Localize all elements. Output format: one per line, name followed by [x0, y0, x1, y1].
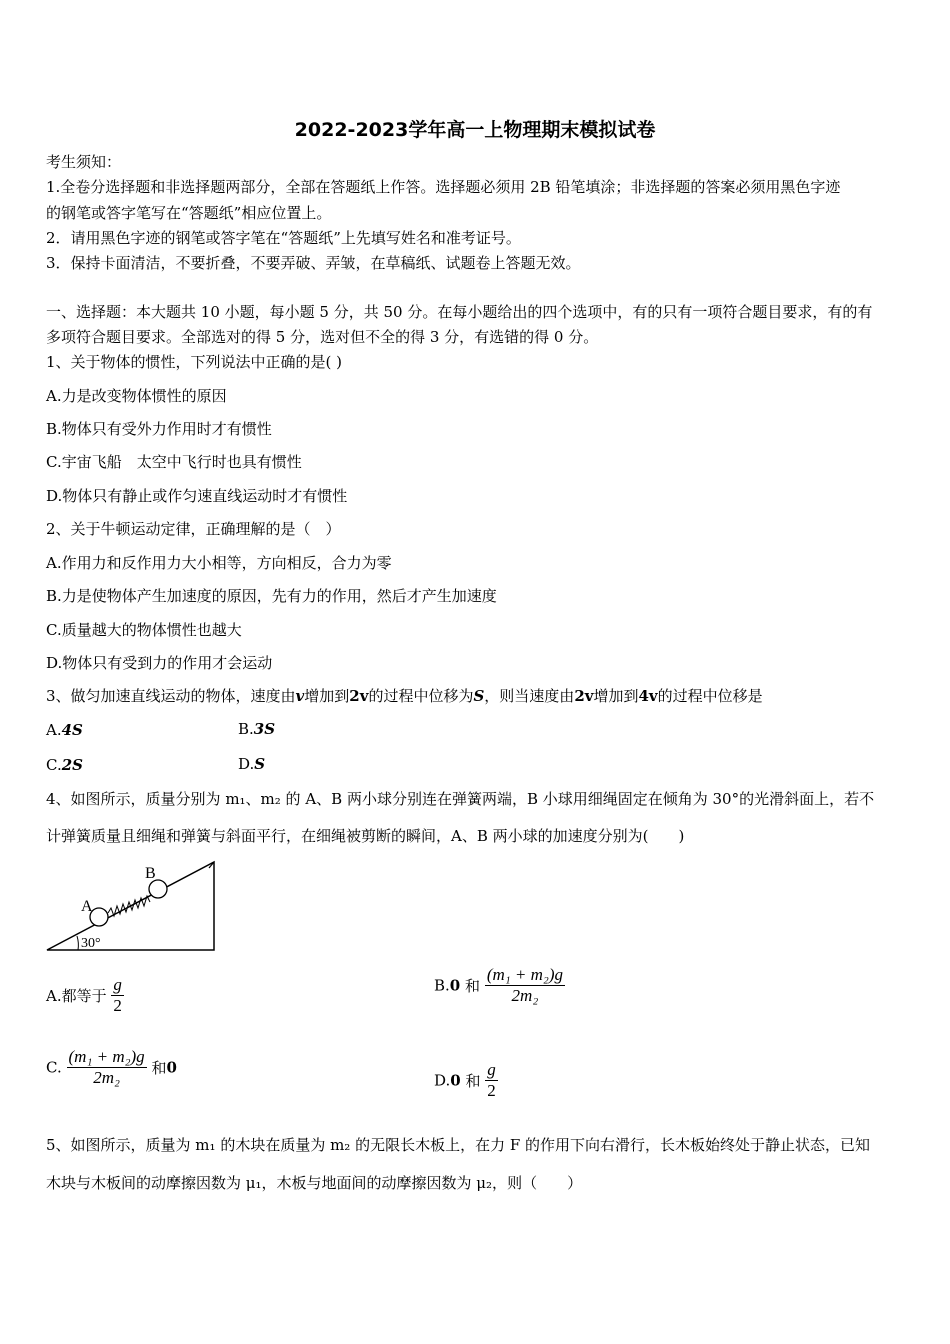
q2-stem: 2、关于牛顿运动定律，正确理解的是（ ）: [46, 520, 341, 538]
notice-item-3: 3．保持卡面清洁，不要折叠，不要弄破、弄皱，在草稿纸、试题卷上答题无效。: [46, 254, 581, 272]
q3-option-c: C.2S: [46, 756, 83, 774]
q2-option-b: B.力是使物体产生加速度的原因，先有力的作用，然后才产生加速度: [46, 587, 497, 605]
label-angle: 30°: [81, 936, 101, 951]
q4-option-a: A.都等于 $\frac{g}{2}$: [46, 975, 122, 1015]
q2-option-c: C.质量越大的物体惯性也越大: [46, 621, 242, 639]
q5-stem-1: 5、如图所示，质量为 m₁ 的木块在质量为 m₂ 的无限长木板上，在力 F 的作用下向右滑行，长木板始终处于静止状态，已知: [46, 1136, 871, 1154]
q1-option-d: D.物体只有静止或作匀速直线运动时才有惯性: [46, 487, 348, 505]
notice-heading: 考生须知：: [46, 153, 122, 171]
q4-stem-2: 计弹簧质量且细绳和弹簧与斜面平行，在细绳被剪断的瞬间，A、B 两小球的加速度分别为( ): [46, 827, 685, 845]
ball-a: [90, 908, 108, 926]
notice-item-1b: 的钢笔或答字笔写在“答题纸”相应位置上。: [46, 204, 332, 222]
q3-option-d: D.S: [238, 755, 266, 773]
fraction-g-over-2: $\frac{g}{2}$: [487, 1060, 496, 1100]
fraction-mass-sum: $\frac{\text{(m₁ + m₂)g}}{\text{2m₂}}$: [486, 965, 563, 1005]
q4-option-c: C. $\frac{\text{(m₁ + m₂)g}}{\text{2m₂}}$ 和0: [46, 1047, 177, 1087]
q1-option-c: C.宇宙飞船 太空中飞行时也具有惯性: [46, 453, 302, 471]
q1-option-b: B.物体只有受外力作用时才有惯性: [46, 420, 272, 438]
angle-arc: [77, 936, 78, 950]
q3-stem: 3、做匀加速直线运动的物体，速度由v增加到2v的过程中位移为S，则当速度由2v增加到4v的过程中位移是: [46, 687, 763, 705]
incline-figure: [44, 858, 219, 958]
fraction-mass-sum: $\frac{\text{(m₁ + m₂)g}}{\text{2m₂}}$: [68, 1047, 145, 1087]
label-a: A: [81, 898, 93, 915]
q2-option-d: D.物体只有受到力的作用才会运动: [46, 654, 273, 672]
q4-option-b: B.0 和 $\frac{\text{(m₁ + m₂)g}}{\text{2m₂}}$: [434, 965, 563, 1005]
q4-stem-1: 4、如图所示，质量分别为 m₁、m₂ 的 A、B 两小球分别连在弹簧两端，B 小球用细绳固定在倾角为 30°的光滑斜面上，若不: [46, 790, 875, 808]
page-title: 2022-2023学年高一上物理期末模拟试卷: [294, 119, 656, 141]
fraction-g-over-2: $\frac{g}{2}$: [113, 975, 122, 1015]
notice-item-2: 2．请用黑色字迹的钢笔或答字笔在“答题纸”上先填写姓名和准考证号。: [46, 229, 521, 247]
q2-option-a: A.作用力和反作用力大小相等，方向相反，合力为零: [46, 554, 392, 572]
q1-stem: 1、关于物体的惯性，下列说法中正确的是( ): [46, 353, 343, 371]
q3-option-b: B.3S: [238, 720, 276, 738]
section-intro-1: 一、选择题：本大题共 10 小题，每小题 5 分，共 50 分。在每小题给出的四个选项中，有的只有一项符合题目要求，有的有: [46, 303, 873, 321]
ball-b: [149, 880, 167, 898]
q3-option-a: A.4S: [46, 721, 83, 739]
section-intro-2: 多项符合题目要求。全部选对的得 5 分，选对但不全的得 3 分，有选错的得 0 分。: [46, 328, 599, 346]
label-b: B: [145, 865, 156, 882]
q5-stem-2: 木块与木板间的动摩擦因数为 μ₁，木板与地面间的动摩擦因数为 μ₂，则（ ）: [46, 1174, 583, 1192]
notice-item-1a: 1.全卷分选择题和非选择题两部分，全部在答题纸上作答。选择题必须用 2B 铅笔填涂；非选择题的答案必须用黑色字迹: [46, 178, 841, 196]
incline-diagram: [44, 858, 219, 954]
q4-option-d: D.0 和 $\frac{g}{2}$: [434, 1060, 496, 1100]
q1-option-a: A.力是改变物体惯性的原因: [46, 387, 227, 405]
